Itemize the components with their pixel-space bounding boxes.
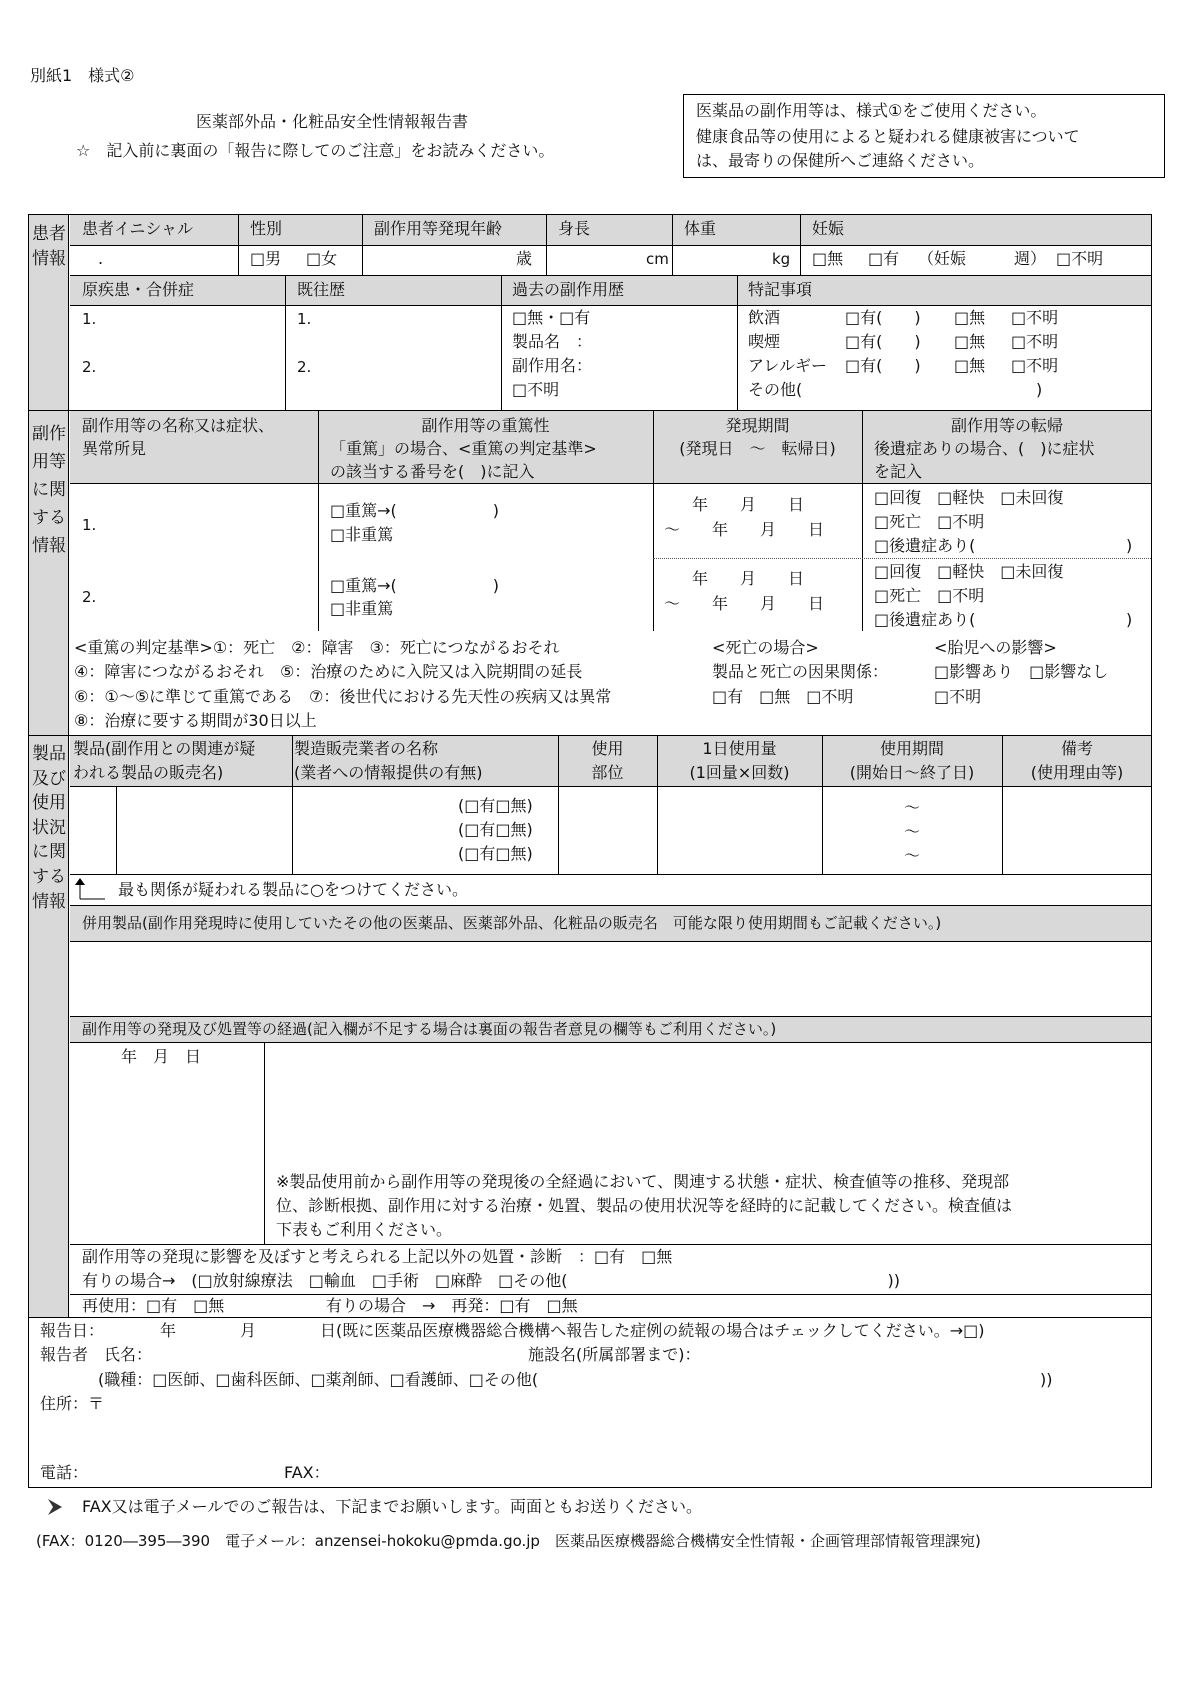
report-date[interactable]: 報告日： 年 月 日(既に医薬品医療機器総合機構へ報告した症例の続報の場合はチェックしてください。→□) bbox=[40, 1321, 985, 1340]
side-note-line: は、最寄りの保健所へご連絡ください。 bbox=[696, 151, 985, 170]
maker-info-option-1[interactable]: (□有□無) bbox=[458, 796, 533, 815]
height-unit: cm bbox=[646, 250, 669, 268]
header-severity-3: の該当する番号を( )に記入 bbox=[330, 462, 535, 481]
header-usage-period: 使用期間 bbox=[879, 739, 944, 758]
pregnancy-unknown-checkbox[interactable]: □不明 bbox=[1056, 249, 1104, 268]
reporter-occupation-close: )) bbox=[1040, 1370, 1053, 1389]
adverse-row-2-nonserious[interactable]: □非重篤 bbox=[330, 599, 394, 618]
header-maker-2: (業者への情報提供の有無) bbox=[294, 763, 483, 782]
adverse-row-1-end[interactable]: ～ 年 月 日 bbox=[664, 520, 825, 539]
footer-note: FAX又は電子メールでのご報告は、下記までお願いします。両面ともお送りください。 bbox=[82, 1497, 703, 1516]
course-note-line-2: 位、診断根拠、副作用に対する治療・処置、製品の使用状況等を経時的に記載してください。検査値は bbox=[276, 1196, 1013, 1215]
initials-field[interactable]: . bbox=[98, 249, 104, 268]
reporter-phone[interactable]: 電話： bbox=[40, 1463, 89, 1482]
special-smoking-no[interactable]: □無 bbox=[954, 332, 986, 351]
criteria-line-3: ⑥：①～⑤に準じて重篤である ⑦：後世代における先天性の疾病又は異常 bbox=[74, 687, 612, 706]
header-period: 発現期間 bbox=[725, 416, 790, 435]
header-primary-disease: 原疾患・合併症 bbox=[82, 280, 195, 299]
adverse-row-2-start[interactable]: 年 月 日 bbox=[692, 569, 805, 588]
criteria-line-4: ⑧：治療に要する期間が30日以上 bbox=[74, 711, 317, 730]
reporter-address[interactable]: 住所：〒 bbox=[40, 1394, 105, 1413]
header-age: 副作用等発現年齢 bbox=[374, 219, 503, 238]
death-title: <死亡の場合> bbox=[712, 638, 819, 657]
past-adverse-yesno[interactable]: □無・□有 bbox=[512, 308, 591, 327]
header-special-notes: 特記事項 bbox=[748, 280, 813, 299]
header-remarks: 備考 bbox=[1060, 739, 1093, 758]
product-section-label: 製品及び使用状況に関する情報 bbox=[32, 744, 66, 912]
patient-header-row bbox=[70, 215, 1151, 245]
header-product: 製品(副作用との関連が疑 bbox=[73, 739, 256, 758]
header-outcome: 副作用等の転帰 bbox=[950, 416, 1063, 435]
concomitant-field[interactable] bbox=[70, 942, 1151, 1016]
sex-female-checkbox[interactable]: □女 bbox=[306, 249, 338, 268]
header-height: 身長 bbox=[558, 219, 591, 238]
side-note-line: 医薬品の副作用等は、様式①をご使用ください。 bbox=[696, 101, 1047, 120]
adverse-row-2-outcome1[interactable]: □回復 □軽快 □未回復 bbox=[874, 562, 1064, 581]
reuse-recurrence[interactable]: 有りの場合 → 再発：□有 □無 bbox=[326, 1296, 578, 1315]
header-initials: 患者イニシャル bbox=[82, 219, 194, 238]
header-maker: 製造販売業者の名称 bbox=[294, 739, 439, 758]
header-past-adverse: 過去の副作用歴 bbox=[512, 280, 625, 299]
special-alcohol-label: 飲酒 bbox=[748, 308, 781, 327]
reporter-facility[interactable]: 施設名(所属部署まで)： bbox=[528, 1345, 701, 1364]
header-usage-period-2: (開始日～終了日) bbox=[849, 763, 975, 782]
header-daily-2: (1回量×回数) bbox=[689, 763, 790, 782]
special-allergy-unknown[interactable]: □不明 bbox=[1011, 356, 1059, 375]
header-daily: 1日使用量 bbox=[702, 739, 777, 758]
header-sex: 性別 bbox=[250, 219, 283, 238]
special-smoking-yes[interactable]: □有( ) bbox=[845, 332, 921, 351]
past-adverse-unknown[interactable]: □不明 bbox=[512, 380, 560, 399]
header-outcome-3: を記入 bbox=[874, 462, 923, 481]
up-arrow-icon bbox=[72, 877, 108, 901]
adverse-row-2-outcome3-close: ) bbox=[1126, 610, 1133, 629]
header-site-2: 部位 bbox=[591, 763, 624, 782]
special-other-label[interactable]: その他( bbox=[748, 380, 803, 399]
usage-period-mark-3[interactable]: ～ bbox=[904, 846, 921, 865]
history-2[interactable]: 2. bbox=[297, 358, 312, 376]
adverse-row-1-outcome3-close: ) bbox=[1126, 536, 1133, 555]
sex-male-checkbox[interactable]: □男 bbox=[250, 249, 282, 268]
side-note-box bbox=[683, 94, 1165, 178]
past-adverse-name[interactable]: 副作用名： bbox=[512, 356, 593, 375]
maker-info-option-2[interactable]: (□有□無) bbox=[458, 820, 533, 839]
circle-product-note: 最も関係が疑われる製品に○をつけてください。 bbox=[118, 880, 468, 899]
special-alcohol-no[interactable]: □無 bbox=[954, 308, 986, 327]
reuse-options[interactable]: 再使用：□有 □無 bbox=[82, 1296, 225, 1315]
adverse-row-1-outcome1[interactable]: □回復 □軽快 □未回復 bbox=[874, 488, 1064, 507]
other-treatment-question[interactable]: 副作用等の発現に影響を及ぼすと考えられる上記以外の処置・診断 ：□有 □無 bbox=[82, 1247, 673, 1266]
primary-disease-2[interactable]: 2. bbox=[82, 358, 97, 376]
course-date[interactable]: 年 月 日 bbox=[121, 1047, 202, 1066]
fetus-title: <胎児への影響> bbox=[934, 638, 1057, 657]
usage-period-mark-1[interactable]: ～ bbox=[904, 798, 921, 817]
history-1[interactable]: 1. bbox=[297, 310, 312, 328]
criteria-line-2: ④：障害につながるおそれ ⑤：治療のために入院又は入院期間の延長 bbox=[74, 662, 583, 681]
special-alcohol-yes[interactable]: □有( ) bbox=[845, 308, 921, 327]
footer-contact: (FAX：0120―395―390 電子メール：anzensei-hokoku@pmda.go.jp 医薬品医療機器総合機構安全性情報・企画管理部情報管理課宛) bbox=[36, 1532, 981, 1550]
adverse-section-label: 副作用等に関する情報 bbox=[32, 424, 66, 556]
header-pregnancy: 妊娠 bbox=[812, 219, 845, 238]
past-adverse-product[interactable]: 製品名 ： bbox=[512, 332, 593, 351]
death-causality-options[interactable]: □有 □無 □不明 bbox=[712, 687, 854, 706]
special-other-close: ) bbox=[1036, 380, 1043, 399]
read-notice: ☆ 記入前に裏面の「報告に際してのご注意」をお読みください。 bbox=[76, 141, 555, 160]
pointer-arrow-icon bbox=[46, 1497, 66, 1517]
adverse-row-1-outcome3[interactable]: □後遺症あり( bbox=[874, 536, 976, 555]
other-treatment-detail[interactable]: 有りの場合→ (□放射線療法 □輸血 □手術 □麻酔 □その他( )) bbox=[82, 1271, 900, 1290]
special-smoking-label: 喫煙 bbox=[748, 332, 781, 351]
reporter-fax[interactable]: FAX： bbox=[284, 1463, 330, 1482]
usage-period-mark-2[interactable]: ～ bbox=[904, 822, 921, 841]
adverse-row-1-no[interactable]: 1. bbox=[82, 516, 97, 534]
adverse-row-2-no[interactable]: 2. bbox=[82, 588, 97, 606]
header-remarks-2: (使用理由等) bbox=[1030, 763, 1124, 782]
page-title: 医薬部外品・化粧品安全性情報報告書 bbox=[196, 112, 469, 131]
special-smoking-unknown[interactable]: □不明 bbox=[1011, 332, 1059, 351]
special-allergy-label: アレルギー bbox=[748, 356, 827, 375]
special-alcohol-unknown[interactable]: □不明 bbox=[1011, 308, 1059, 327]
header-period-2: (発現日 ～ 転帰日) bbox=[679, 439, 836, 458]
primary-disease-1[interactable]: 1. bbox=[82, 310, 97, 328]
adverse-row-1-outcome2[interactable]: □死亡 □不明 bbox=[874, 512, 985, 531]
weight-unit: kg bbox=[772, 250, 791, 268]
patient-section-label: 患者情報 bbox=[32, 224, 66, 269]
header-adverse-name-2: 異常所見 bbox=[82, 439, 147, 458]
concomitant-header: 併用製品(副作用発現時に使用していたその他の医薬品、医薬部外品、化粧品の販売名 可能な限り使用期間もご記載ください。) bbox=[82, 914, 942, 932]
maker-info-option-3[interactable]: (□有□無) bbox=[458, 844, 533, 863]
side-note-line: 健康食品等の使用によると疑われる健康被害について bbox=[696, 127, 1080, 146]
adverse-row-1-serious[interactable]: □重篤→( ) bbox=[330, 501, 500, 520]
fetus-options[interactable]: □影響あり □影響なし bbox=[934, 662, 1109, 681]
header-severity: 副作用等の重篤性 bbox=[421, 416, 550, 435]
adverse-row-2-serious[interactable]: □重篤→( ) bbox=[330, 576, 500, 595]
special-allergy-yes[interactable]: □有( ) bbox=[845, 356, 921, 375]
special-allergy-no[interactable]: □無 bbox=[954, 356, 986, 375]
reporter-name[interactable]: 報告者 氏名： bbox=[40, 1345, 153, 1364]
adverse-row-1-nonserious[interactable]: □非重篤 bbox=[330, 525, 394, 544]
course-note-line-1: ※製品使用前から副作用等の発現後の全経過において、関連する状態・症状、検査値等の推移、発現部 bbox=[276, 1172, 1010, 1191]
adverse-row-1-start[interactable]: 年 月 日 bbox=[692, 495, 805, 514]
course-header: 副作用等の発現及び処置等の経過(記入欄が不足する場合は裏面の報告者意見の欄等もご利用ください。) bbox=[82, 1020, 777, 1038]
pregnancy-yes-checkbox[interactable]: □有 bbox=[868, 249, 900, 268]
header-site: 使用 bbox=[591, 739, 624, 758]
header-history: 既往歴 bbox=[297, 280, 346, 299]
adverse-row-2-outcome2[interactable]: □死亡 □不明 bbox=[874, 586, 985, 605]
header-adverse-name: 副作用等の名称又は症状、 bbox=[82, 416, 275, 435]
adverse-row-2-end[interactable]: ～ 年 月 日 bbox=[664, 594, 825, 613]
course-text-field[interactable] bbox=[265, 1043, 1151, 1163]
death-causality-label: 製品と死亡の因果関係： bbox=[712, 662, 889, 681]
course-note-line-3: 下表もご利用ください。 bbox=[276, 1220, 453, 1239]
age-unit: 歳 bbox=[516, 249, 533, 268]
criteria-line-1: <重篤の判定基準>①：死亡 ②：障害 ③：死亡につながるおそれ bbox=[74, 638, 560, 657]
adverse-row-2-outcome3[interactable]: □後遺症あり( bbox=[874, 610, 976, 629]
header-severity-2: 「重篤」の場合、<重篤の判定基準> bbox=[330, 439, 597, 458]
fetus-unknown[interactable]: □不明 bbox=[934, 687, 982, 706]
header-product-2: われる製品の販売名) bbox=[73, 763, 224, 782]
header-weight: 体重 bbox=[684, 219, 717, 238]
reporter-occupation[interactable]: (職種：□医師、□歯科医師、□薬剤師、□看護師、□その他( bbox=[98, 1370, 539, 1389]
header-outcome-2: 後遺症ありの場合、( )に症状 bbox=[874, 439, 1095, 458]
pregnancy-no-checkbox[interactable]: □無 bbox=[812, 249, 844, 268]
form-id: 別紙1 様式② bbox=[30, 66, 135, 85]
pregnancy-weeks-field[interactable]: （妊娠 週） bbox=[918, 249, 1047, 268]
